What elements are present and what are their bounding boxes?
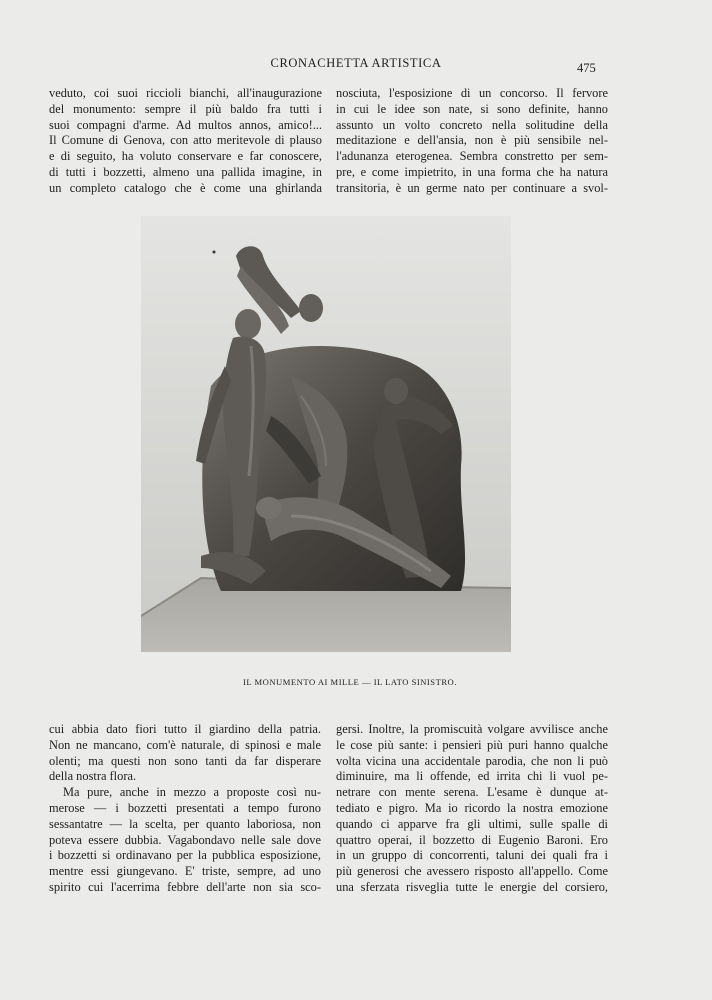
text-line: mentre essi giungevano. E' triste, sempre, ad uno [49, 864, 321, 879]
text-line: più generosi che avessero risposto all'appello. Come [336, 864, 608, 879]
text-line: della nostra flora. [49, 769, 137, 784]
text-line: e di seguito, ha voluto conservare e far conoscere, [49, 149, 322, 164]
text-line: Il Comune di Genova, con atto meritevole di plauso [49, 133, 322, 148]
text-line: sessantatre — la scelta, per quanto laboriosa, non [49, 816, 321, 831]
text-line: un completo catalogo che è come una ghirlanda [49, 180, 322, 195]
text-line: i bozzetti si ordinavano per la pubblica esposizione, [49, 848, 321, 863]
figure-caption [0, 677, 660, 687]
text-line: tediato e pigro. Ma io ricordo la nostra emozione [336, 800, 608, 815]
text-line: assunto un volto concreto nella solitudine della [336, 117, 608, 132]
text-line: quattro operai, il bozzetto di Eugenio Baroni. Ero [336, 832, 608, 847]
text-line: quando ci apparve fra gli ultimi, sulle spalle di [336, 816, 608, 831]
text-line: del monumento: sempre il più baldo fra tutti i [49, 101, 322, 116]
text-line: l'adunanza eterogenea. Sembra constretto per sem- [336, 149, 608, 164]
text-line: diminuire, ma li offende, ed irrita chi li vuol pe- [336, 769, 608, 784]
monument-photograph [141, 216, 511, 652]
text-line: una sferzata risveglia tutte le energie del corsiero, [336, 879, 608, 894]
text-line: netrare con mente serena. L'esame è dunque at- [336, 785, 608, 800]
sculpture-illustration [141, 216, 511, 652]
text-line: veduto, coi suoi riccioli bianchi, all'inaugurazione [49, 86, 322, 100]
text-line: di tutti i bozzetti, almeno una pallida imagine, in [49, 164, 322, 179]
text-line: Non ne mancano, com'è naturale, di spinosi e male [49, 737, 321, 752]
text-line: meditazione e dell'ansia, non è più sensibile nel- [336, 133, 608, 148]
text-line: suoi compagni d'arme. Ad multos annos, amico!... [49, 117, 322, 132]
caption-text: IL MONUMENTO AI MILLE — IL LATO SINISTRO. [243, 677, 457, 687]
text-line: merose — i bozzetti presentati a tempo furono [49, 800, 321, 815]
text-line: spirito cui l'acerrima febbre dell'arte non sia sco- [49, 879, 321, 894]
text-line: in un gruppo di concorrenti, taluni dei quali fra i [336, 848, 608, 863]
text-line: nosciuta, l'esposizione di un concorso. Il fervore [336, 86, 608, 100]
text-line: cui abbia dato fiori tutto il giardino della patria. [49, 722, 321, 736]
text-line: Ma pure, anche in mezzo a proposte così nu- [63, 785, 321, 800]
text-column-bottom-left [49, 722, 321, 896]
text-line: transitoria, è un germe nato per continuare a svol- [336, 180, 608, 195]
text-line: gersi. Inoltre, la promiscuità volgare avvilisce anche [336, 722, 608, 736]
text-column-bottom-right [336, 722, 608, 896]
text-line: in cui le idee son nate, si sono definite, hanno [336, 101, 608, 116]
text-line: volta vicina una accidentale parodia, che non li può [336, 753, 608, 768]
running-title: CRONACHETTA ARTISTICA [270, 56, 442, 70]
page-number: 475 [577, 61, 596, 75]
text-column-top-left [49, 86, 322, 197]
text-line: pre, e come impietrito, in una forma che ha natura [336, 164, 608, 179]
text-column-top-right [336, 86, 608, 197]
text-line: poteva essere dubbia. Vagabondavo nelle sale dove [49, 832, 321, 847]
text-line: le cose più sante: i pensieri più puri hanno qualche [336, 737, 608, 752]
text-line: olenti; ma questi non sono tanti da far disperare [49, 753, 321, 768]
